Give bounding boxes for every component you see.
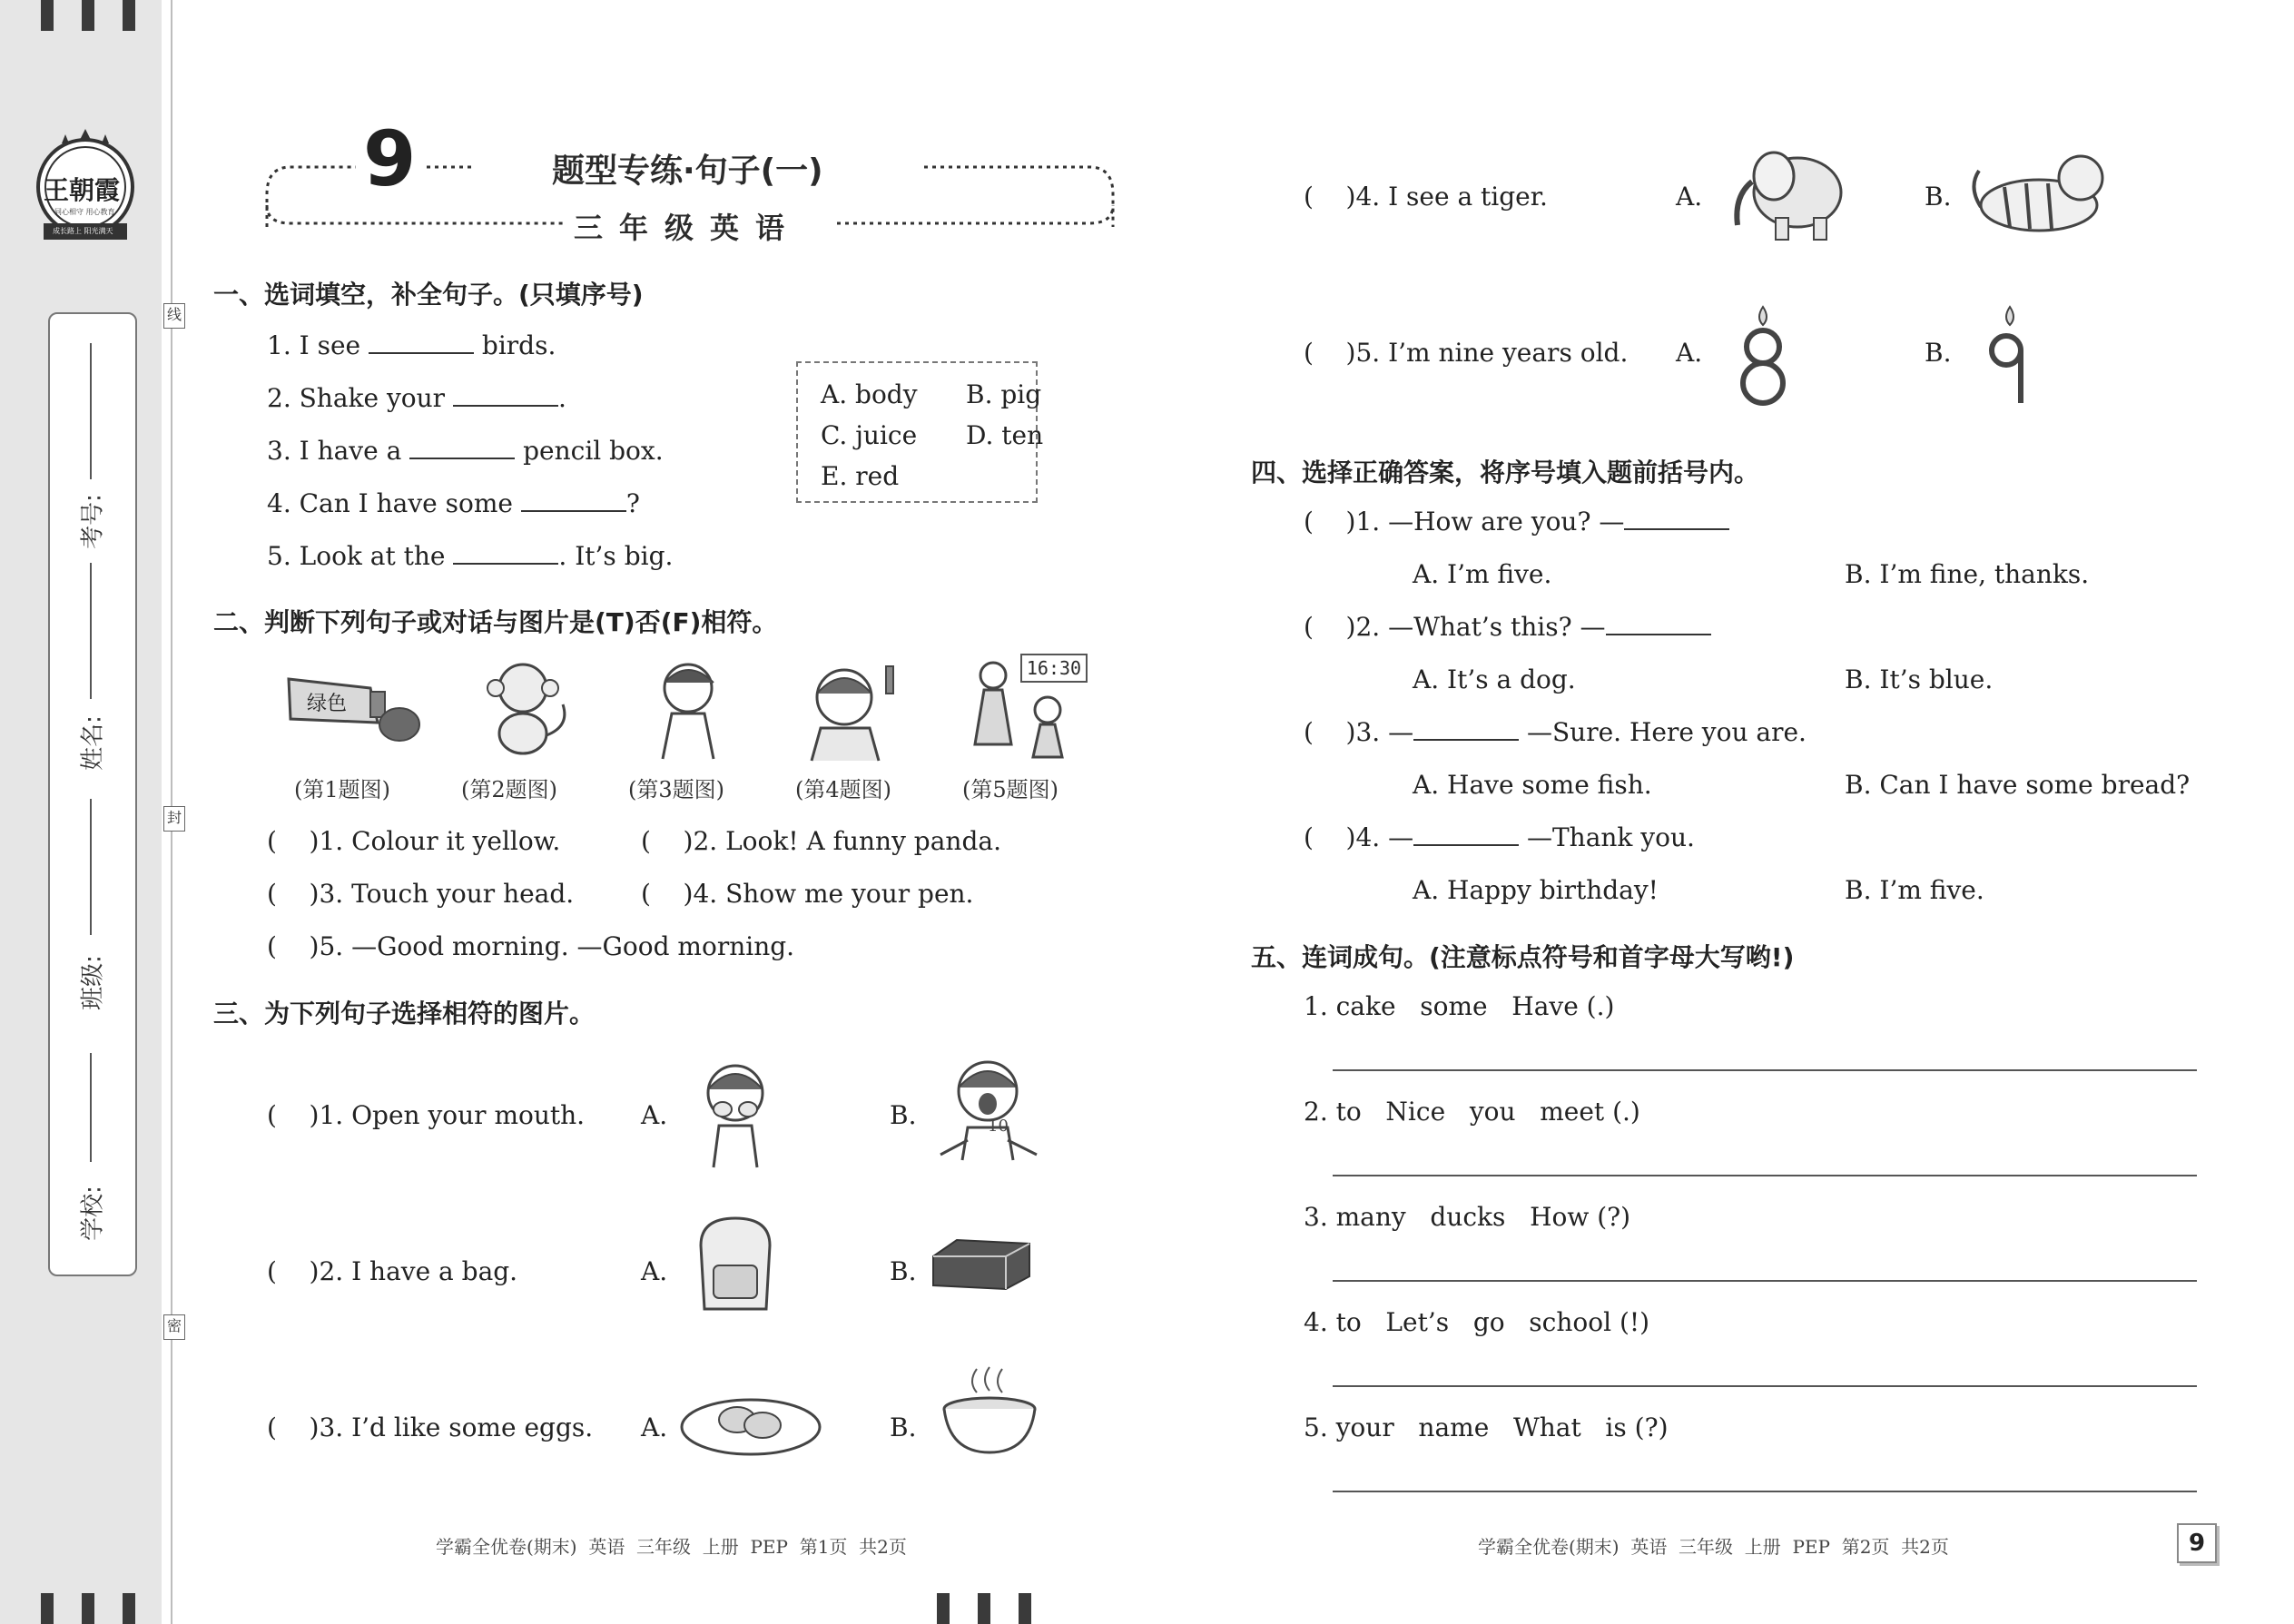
answer-blank[interactable]: [521, 490, 626, 512]
tf-item-4: ( )4. Show me your pen.: [641, 879, 974, 909]
option-c: C. juice: [821, 420, 918, 450]
option-b: B. pig: [966, 379, 1042, 409]
picture-caption: (第3题图): [628, 777, 724, 802]
answer-line[interactable]: [1333, 1175, 2197, 1176]
page-number-big: 9: [363, 114, 417, 203]
mc-option-a: A. It’s a dog.: [1413, 664, 1576, 694]
paint-label: 绿色: [307, 693, 348, 715]
section-2-title: 二、判断下列句子或对话与图片是(T)否(F)相符。: [213, 607, 778, 637]
answer-bracket[interactable]: ( ): [641, 879, 694, 909]
section-1-title: 一、选词填空，补全句子。(只填序号): [213, 280, 644, 310]
tf-item-2: ( )2. Look! A funny panda.: [641, 826, 1001, 856]
answer-line[interactable]: [1333, 1491, 2197, 1492]
school-label: 学校:: [79, 1186, 107, 1241]
answer-bracket[interactable]: ( ): [267, 1100, 320, 1130]
choice-b-label: B.: [890, 1412, 917, 1442]
tf-item-5: ( )5. —Good morning. —Good morning.: [267, 931, 795, 961]
boy-with-pen-picture: [802, 657, 906, 763]
noodle-bowl-picture: [940, 1365, 1039, 1463]
reorder-item-3: 3. many ducks How (?): [1304, 1202, 1631, 1232]
reorder-item-2: 2. to Nice you meet (.): [1304, 1097, 1640, 1127]
answer-bracket[interactable]: ( ): [1304, 717, 1356, 747]
seal-mark: 封: [163, 806, 185, 832]
tf-item-3: ( )3. Touch your head.: [267, 879, 575, 909]
answer-blank[interactable]: [369, 332, 474, 354]
candle-eight-picture: [1736, 305, 1790, 408]
answer-bracket[interactable]: ( ): [641, 826, 694, 856]
answer-bracket[interactable]: ( ): [267, 826, 320, 856]
answer-bracket[interactable]: ( ): [1304, 338, 1356, 368]
answer-blank[interactable]: [453, 385, 558, 407]
answer-line[interactable]: [1333, 1069, 2197, 1071]
registration-mark: [82, 1593, 94, 1624]
fill-item-3: 3. I have a pencil box.: [267, 436, 664, 466]
student-info-box: [48, 312, 137, 1276]
name-field[interactable]: [90, 563, 92, 699]
shirt-number: 10: [988, 1117, 1009, 1136]
answer-blank[interactable]: [1413, 719, 1519, 741]
registration-mark: [41, 1593, 54, 1624]
mc-option-b: B. It’s blue.: [1845, 664, 1994, 694]
fill-item-1: 1. I see birds.: [267, 330, 556, 360]
answer-blank[interactable]: [409, 438, 515, 459]
choice-a-label: A.: [641, 1100, 668, 1130]
section-4-title: 四、选择正确答案，将序号填入题前括号内。: [1251, 458, 1760, 487]
eggs-on-plate-picture: [679, 1383, 822, 1458]
choice-a-label: A.: [1676, 182, 1703, 212]
mc-option-b: B. I’m fine, thanks.: [1845, 559, 2090, 589]
mc-option-a: A. Have some fish.: [1413, 770, 1652, 800]
registration-mark: [937, 1593, 950, 1624]
boy-covering-mouth-picture: [694, 1057, 777, 1169]
page-title: 题型专练·句子(一): [552, 153, 823, 190]
option-e: E. red: [821, 461, 900, 491]
picture-caption: (第4题图): [795, 777, 891, 802]
footer-left: 学霸全优卷(期末) 英语 三年级 上册 PEP 第1页 共2页: [436, 1536, 907, 1558]
footer-right: 学霸全优卷(期末) 英语 三年级 上册 PEP 第2页 共2页: [1478, 1536, 1949, 1558]
logo-motto: 成长路上 阳光满天: [53, 227, 113, 235]
section-5-title: 五、连词成句。(注意标点符号和首字母大写哟!): [1251, 942, 1795, 972]
pic-choice-item-1: ( )1. Open your mouth.: [267, 1100, 586, 1130]
choice-a-label: A.: [641, 1256, 668, 1286]
answer-bracket[interactable]: ( ): [267, 879, 320, 909]
clock-label: 16:30: [1020, 654, 1088, 683]
choice-b-label: B.: [1925, 182, 1952, 212]
choice-b-label: B.: [1925, 338, 1952, 368]
option-a: A. body: [821, 379, 918, 409]
registration-mark: [41, 0, 54, 31]
name-label: 姓名:: [79, 715, 107, 771]
paint-tube-picture: [283, 670, 421, 753]
answer-bracket[interactable]: ( ): [1304, 182, 1356, 212]
logo-slogan: 同心相守 用心教育: [54, 208, 115, 216]
registration-mark: [123, 0, 135, 31]
pic-choice-item-3: ( )3. I’d like some eggs.: [267, 1412, 594, 1442]
monkey-picture: [468, 657, 576, 759]
section-3-title: 三、为下列句子选择相符的图片。: [213, 999, 596, 1029]
candle-nine-picture: [1984, 305, 2035, 408]
registration-mark: [978, 1593, 990, 1624]
exam-no-label: 考号:: [79, 494, 107, 549]
exam-no-field[interactable]: [90, 343, 92, 479]
page-subtitle: 三年级英语: [574, 211, 802, 245]
answer-blank[interactable]: [1413, 824, 1519, 846]
answer-bracket[interactable]: ( ): [267, 931, 320, 961]
choice-b-label: B.: [890, 1100, 917, 1130]
pic-choice-item-4: ( )4. I see a tiger.: [1304, 182, 1548, 212]
answer-bracket[interactable]: ( ): [267, 1412, 320, 1442]
mc-option-a: A. I’m five.: [1413, 559, 1552, 589]
girl-touching-head-picture: [645, 655, 732, 763]
backpack-picture: [688, 1215, 783, 1313]
reorder-item-1: 1. cake some Have (.): [1304, 991, 1615, 1021]
mc-option-b: B. Can I have some bread?: [1845, 770, 2191, 800]
pic-choice-item-2: ( )2. I have a bag.: [267, 1256, 518, 1286]
school-field[interactable]: [90, 1053, 92, 1162]
mc-option-a: A. Happy birthday!: [1413, 875, 1659, 905]
answer-blank[interactable]: [1606, 614, 1711, 635]
choice-b-label: B.: [890, 1256, 917, 1286]
mc-option-b: B. I’m five.: [1845, 875, 1984, 905]
reorder-item-5: 5. your name What is (?): [1304, 1412, 1669, 1442]
logo-text: 王朝霞: [44, 175, 121, 205]
reorder-item-4: 4. to Let’s go school (!): [1304, 1307, 1650, 1337]
seal-mark: 线: [163, 303, 185, 329]
tf-item-1: ( )1. Colour it yellow.: [267, 826, 561, 856]
fill-item-4: 4. Can I have some ?: [267, 488, 640, 518]
answer-bracket[interactable]: ( ): [1304, 612, 1356, 642]
option-d: D. ten: [966, 420, 1044, 450]
picture-caption: (第1题图): [294, 777, 390, 802]
fill-item-5: 5. Look at the . It’s big.: [267, 541, 674, 571]
answer-blank[interactable]: [453, 543, 558, 565]
book-picture: [930, 1236, 1033, 1293]
mc-item-2: ( )2. —What’s this? —: [1304, 612, 1711, 642]
class-field[interactable]: [90, 799, 92, 935]
answer-line[interactable]: [1333, 1385, 2197, 1387]
choice-a-label: A.: [1676, 338, 1703, 368]
picture-caption: (第5题图): [962, 777, 1058, 802]
registration-mark: [1019, 1593, 1031, 1624]
tiger-picture: [1968, 151, 2113, 238]
answer-bracket[interactable]: ( ): [267, 1256, 320, 1286]
mc-item-1: ( )1. —How are you? —: [1304, 507, 1729, 536]
pic-choice-item-5: ( )5. I’m nine years old.: [1304, 338, 1629, 368]
answer-bracket[interactable]: ( ): [1304, 822, 1356, 852]
elephant-picture: [1728, 142, 1845, 243]
class-label: 班级:: [79, 955, 107, 1010]
answer-bracket[interactable]: ( ): [1304, 507, 1356, 536]
fill-item-2: 2. Shake your .: [267, 383, 566, 413]
registration-mark: [123, 1593, 135, 1624]
page-number-badge: 9: [2177, 1523, 2217, 1563]
picture-caption: (第2题图): [461, 777, 557, 802]
mc-item-3: ( )3. — —Sure. Here you are.: [1304, 717, 1807, 747]
registration-mark: [82, 0, 94, 31]
answer-line[interactable]: [1333, 1280, 2197, 1282]
answer-blank[interactable]: [1624, 508, 1729, 530]
boy-open-mouth-picture: [935, 1053, 1042, 1166]
choice-a-label: A.: [641, 1412, 668, 1442]
seal-mark: 密: [163, 1314, 185, 1340]
mc-item-4: ( )4. — —Thank you.: [1304, 822, 1695, 852]
